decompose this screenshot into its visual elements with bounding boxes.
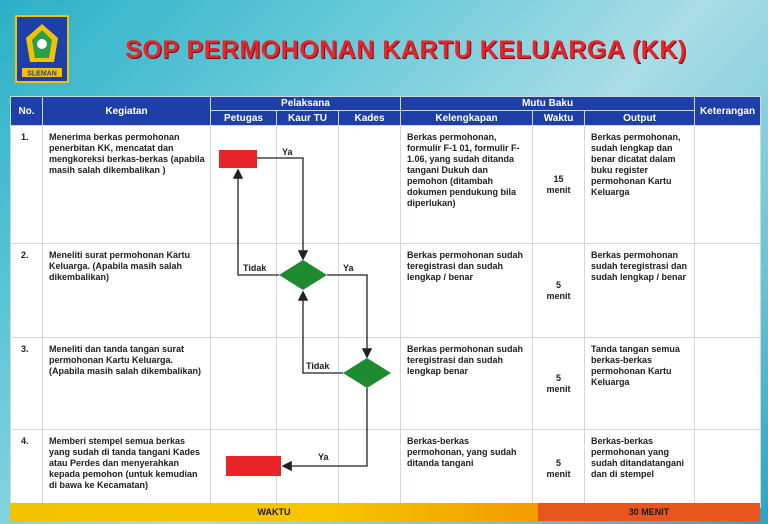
row-output: Berkas-berkas permohonan yang sudah ditandatangani dan di stempel bbox=[585, 430, 695, 508]
row-number: 1. bbox=[11, 126, 43, 244]
waktu-unit: menit bbox=[546, 468, 571, 479]
waktu-value: 5 bbox=[556, 457, 562, 468]
header-petugas: Petugas bbox=[211, 111, 277, 126]
waktu-value: 5 bbox=[556, 372, 562, 383]
row-kegiatan: Meneliti surat permohonan Kartu Keluarga. (Apabila masih salah dikembalikan) bbox=[43, 244, 211, 338]
row-output: Berkas permohonan, sudah lengkap dan benar dicatat dalam buku register permohonan Kartu Keluarga bbox=[585, 126, 695, 244]
cell-petugas bbox=[211, 244, 277, 338]
table-row bbox=[11, 338, 761, 430]
header-no: No. bbox=[11, 97, 43, 126]
cell-petugas bbox=[211, 430, 277, 508]
waktu-value: 15 bbox=[553, 173, 564, 184]
flow-label-ya-2: Ya bbox=[343, 263, 354, 273]
waktu-unit: menit bbox=[546, 184, 571, 195]
waktu-value: 5 bbox=[556, 279, 562, 290]
row-waktu bbox=[533, 338, 585, 430]
sleman-logo bbox=[14, 14, 70, 84]
header-output: Output bbox=[585, 111, 695, 126]
header-waktu: Waktu bbox=[533, 111, 585, 126]
cell-petugas bbox=[211, 126, 277, 244]
header-kelengkapan: Kelengkapan bbox=[401, 111, 533, 126]
flow-label-ya-3: Ya bbox=[318, 452, 329, 462]
cell-kaur-tu bbox=[277, 430, 339, 508]
row-waktu bbox=[533, 126, 585, 244]
footer-total-time: 30 MENIT bbox=[538, 503, 760, 521]
row-kegiatan: Memberi stempel semua berkas yang sudah di tanda tangani Kades atau Perdes dan menyerahkan kepada pemohon (untuk kemudian di bawa ke Kecamatan) bbox=[43, 430, 211, 508]
cell-kades bbox=[339, 430, 401, 508]
cell-kaur-tu bbox=[277, 126, 339, 244]
row-output: Berkas permohonan sudah teregistrasi dan sudah lengkap / benar bbox=[585, 244, 695, 338]
row-keterangan bbox=[695, 430, 761, 508]
logo-text: SLEMAN bbox=[27, 70, 57, 78]
row-keterangan bbox=[695, 244, 761, 338]
header-kegiatan: Kegiatan bbox=[43, 97, 211, 126]
sop-table bbox=[10, 96, 761, 508]
sop-board bbox=[6, 8, 762, 516]
row-kelengkapan: Berkas permohonan sudah teregistrasi dan sudah lengkap / benar bbox=[401, 244, 533, 338]
table-row bbox=[11, 430, 761, 508]
flow-label-ya-1: Ya bbox=[282, 147, 293, 157]
flow-label-tidak-1: Tidak bbox=[243, 263, 267, 273]
flow-label-tidak-2: Tidak bbox=[306, 361, 330, 371]
row-kegiatan: Meneliti dan tanda tangan surat permohonan Kartu Keluarga. (Apabila masih salah dikembalikan) bbox=[43, 338, 211, 430]
cell-kaur-tu bbox=[277, 244, 339, 338]
header-kades: Kades bbox=[339, 111, 401, 126]
header-kaur-tu: Kaur TU bbox=[277, 111, 339, 126]
table-row bbox=[11, 244, 761, 338]
cell-kades bbox=[339, 126, 401, 244]
footer-waktu-label: WAKTU bbox=[10, 503, 538, 521]
row-number: 2. bbox=[11, 244, 43, 338]
header-pelaksana: Pelaksana bbox=[211, 97, 401, 111]
row-kelengkapan: Berkas permohonan sudah teregistrasi dan sudah lengkap benar bbox=[401, 338, 533, 430]
row-keterangan bbox=[695, 126, 761, 244]
row-waktu bbox=[533, 244, 585, 338]
row-waktu bbox=[533, 430, 585, 508]
header-keterangan: Keterangan bbox=[695, 97, 761, 126]
row-keterangan bbox=[695, 338, 761, 430]
row-kelengkapan: Berkas-berkas permohonan, yang sudah ditanda tangani bbox=[401, 430, 533, 508]
row-kegiatan: Menerima berkas permohonan penerbitan KK, mencatat dan mengkoreksi berkas-berkas (apabila masih salah dikembalikan ) bbox=[43, 126, 211, 244]
page-title: SOP PERMOHONAN KARTU KELUARGA (KK) bbox=[125, 36, 687, 64]
row-number: 3. bbox=[11, 338, 43, 430]
row-kelengkapan: Berkas permohonan, formulir F-1 01, formulir F-1.06, yang sudah ditanda tangani Dukuh dan pemohon (ditambah dokumen pendukung bila diperlukan) bbox=[401, 126, 533, 244]
row-output: Tanda tangan semua berkas-berkas permohonan Kartu Keluarga bbox=[585, 338, 695, 430]
cell-kaur-tu bbox=[277, 338, 339, 430]
cell-petugas bbox=[211, 338, 277, 430]
cell-kades bbox=[339, 338, 401, 430]
cell-kades bbox=[339, 244, 401, 338]
waktu-unit: menit bbox=[546, 383, 571, 394]
row-number: 4. bbox=[11, 430, 43, 508]
table-row bbox=[11, 126, 761, 244]
waktu-unit: menit bbox=[546, 290, 571, 301]
header-mutu-baku: Mutu Baku bbox=[401, 97, 695, 111]
